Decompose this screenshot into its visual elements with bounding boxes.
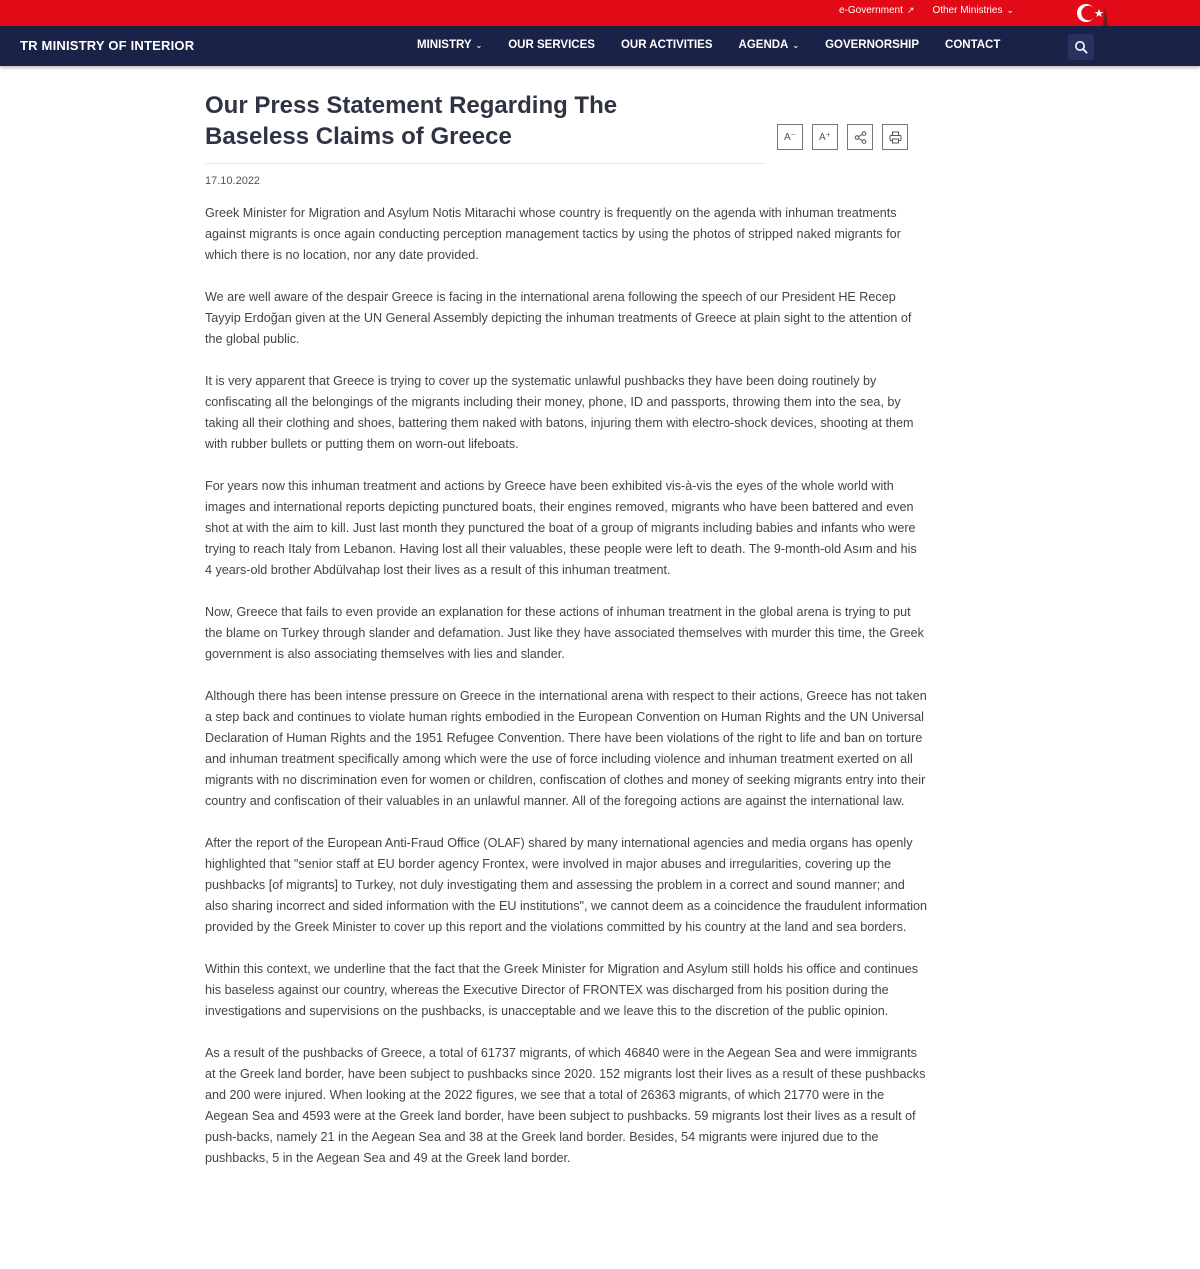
other-ministries-label: Other Ministries [932, 5, 1003, 16]
menu-governorship[interactable] [825, 39, 919, 51]
print-button[interactable] [882, 124, 908, 150]
article-paragraph: We are well aware of the despair Greece is facing in the international arena following the speech of our President HE Recep Tayyip Erdoğan given at the UN General Assembly depicting the inhuman treatments of Greece at plain sight to the attention of the global public. [205, 290, 912, 346]
article-tools [777, 124, 908, 150]
main-menu [417, 39, 1026, 51]
e-government-link[interactable] [839, 5, 914, 16]
decrease-font-button[interactable]: A⁻ [777, 124, 803, 150]
article-paragraph: For years now this inhuman treatment and actions by Greece have been exhibited vis-à-vis the eyes of the whole world with images and international reports depicting punctured boats, their engines removed, migrants who have been battered and even shot at with the aim to kill. Just last month they punctured the boat of a group of migrants including babies and infants who were trying to reach Italy from Lebanon. Having lost all their valuables, these people were left to death. The 9-month-old Asım and his 4 years-old brother Abdülvahap lost their lives as a result of this inhuman treatment. [205, 479, 917, 577]
article-paragraph: It is very apparent that Greece is trying to cover up the systematic unlawful pushbacks they have been doing routinely by confiscating all the belongings of the migrants including their money, phone, ID and passports, throwing them into the sea, by taking all their clothing and shoes, battering them naked with batons, injuring them with electro-shock devices, shooting at them with rubber bullets or putting them on worn-out lifeboats. [205, 374, 914, 451]
page-title: Our Press Statement Regarding The Baseless Claims of Greece [205, 92, 618, 150]
article-paragraph: Within this context, we underline that the fact that the Greek Minister for Migration and Asylum still holds his office and continues his baseless against our country, whereas the Executive Director of FRONTEX was discharged from his position during the investigations and supervisions on the pushbacks, is unacceptable and we leave this to the discretion of the public opinion. [205, 962, 919, 1018]
search-button[interactable] [1068, 34, 1094, 60]
article-paragraph: As a result of the pushbacks of Greece, a total of 61737 migrants, of which 46840 were in the Aegean Sea and were immigrants at the Greek land border, have been subject to pushbacks since 2020. 152 migrants lost their lives as a result of these pushbacks and 200 were injured. When looking at the 2022 figures, we see that a total of 26363 migrants, of which 21770 were in the Aegean Sea and 4593 were at the Greek land border, have been subject to pushbacks. 59 migrants lost their lives as a result of push-backs, namely 21 in the Aegean Sea and 38 at the Greek land border. Besides, 54 migrants were injured due to the pushbacks, 5 in the Aegean Sea and 49 at the Greek land border. [205, 1046, 926, 1165]
menu-label: GOVERNORSHIP [825, 39, 920, 51]
top-links [839, 5, 1014, 16]
article-paragraph: Greek Minister for Migration and Asylum Notis Mitarachi whose country is frequently on the agenda with inhuman treatments against migrants is once again conducting perception management tactics by using the photos of stripped naked migrants for which there is no location, nor any date provided. [205, 206, 901, 262]
share-button[interactable] [847, 124, 873, 150]
title-divider [205, 163, 765, 164]
menu-contact[interactable] [945, 39, 1000, 51]
site-brand[interactable]: TR MINISTRY OF INTERIOR [20, 38, 195, 53]
menu-label: OUR ACTIVITIES [620, 39, 713, 51]
top-utility-bar [0, 0, 1200, 26]
search-icon [1074, 40, 1088, 54]
main-navbar [0, 26, 1200, 66]
crescent-star-logo-icon [1072, 0, 1112, 26]
external-link-icon: ↗ [906, 5, 915, 15]
menu-our-services[interactable] [508, 39, 595, 51]
chevron-down-icon: ⌄ [792, 40, 800, 50]
increase-font-button[interactable]: A⁺ [812, 124, 838, 150]
article-paragraph: After the report of the European Anti-Fraud Office (OLAF) shared by many international agencies and media organs has openly highlighted that "senior staff at EU border agency Frontex, were involved in major abuses and irregularities, covering up the pushbacks [of migrants] to Turkey, not duly investigating them and assessing the problem in a correct and sound manner; and also sharing incorrect and sided information with the EU institutions", we cannot deem as a coincidence the fraudulent information provided by the Greek Minister to cover up this report and the violations committed by his country at the land and sea borders. [205, 836, 928, 934]
menu-label: AGENDA [738, 39, 789, 51]
chevron-down-icon: ⌄ [1006, 5, 1014, 15]
menu-label: OUR SERVICES [508, 39, 595, 51]
article-paragraph: Now, Greece that fails to even provide an explanation for these actions of inhuman treatment in the global arena is trying to put the blame on Turkey through slander and defamation. Just like they have associated themselves with murder this time, the Greek government is also associating themselves with lies and slander. [205, 605, 924, 661]
chevron-down-icon: ⌄ [475, 40, 483, 50]
menu-our-activities[interactable] [621, 39, 713, 51]
menu-agenda[interactable] [739, 39, 800, 51]
menu-ministry[interactable] [417, 39, 482, 51]
article-body [205, 203, 927, 1190]
other-ministries-dropdown[interactable] [932, 5, 1014, 16]
share-icon [854, 131, 867, 144]
menu-label: CONTACT [945, 39, 1001, 51]
menu-label: MINISTRY [417, 39, 472, 51]
print-icon [889, 131, 902, 144]
e-government-label: e-Government [838, 5, 903, 16]
article-paragraph: Although there has been intense pressure on Greece in the international arena with respect to their actions, Greece has not taken a step back and continues to violate human rights embodied in the European Convention on Human Rights and the UN Universal Declaration of Human Rights and the 1951 Refugee Convention. There have been violations of the right to life and ban on torture and inhuman treatment specifically among which were the use of force including violence and inhuman treatment exerted on all migrants with no discrimination even for women or children, confiscation of clothes and money of seeking migrants entry into their country and confiscation of their valuables in an unlawful manner. All of the foregoing actions are against the international law. [205, 689, 927, 808]
publish-date: 17.10.2022 [205, 175, 261, 187]
